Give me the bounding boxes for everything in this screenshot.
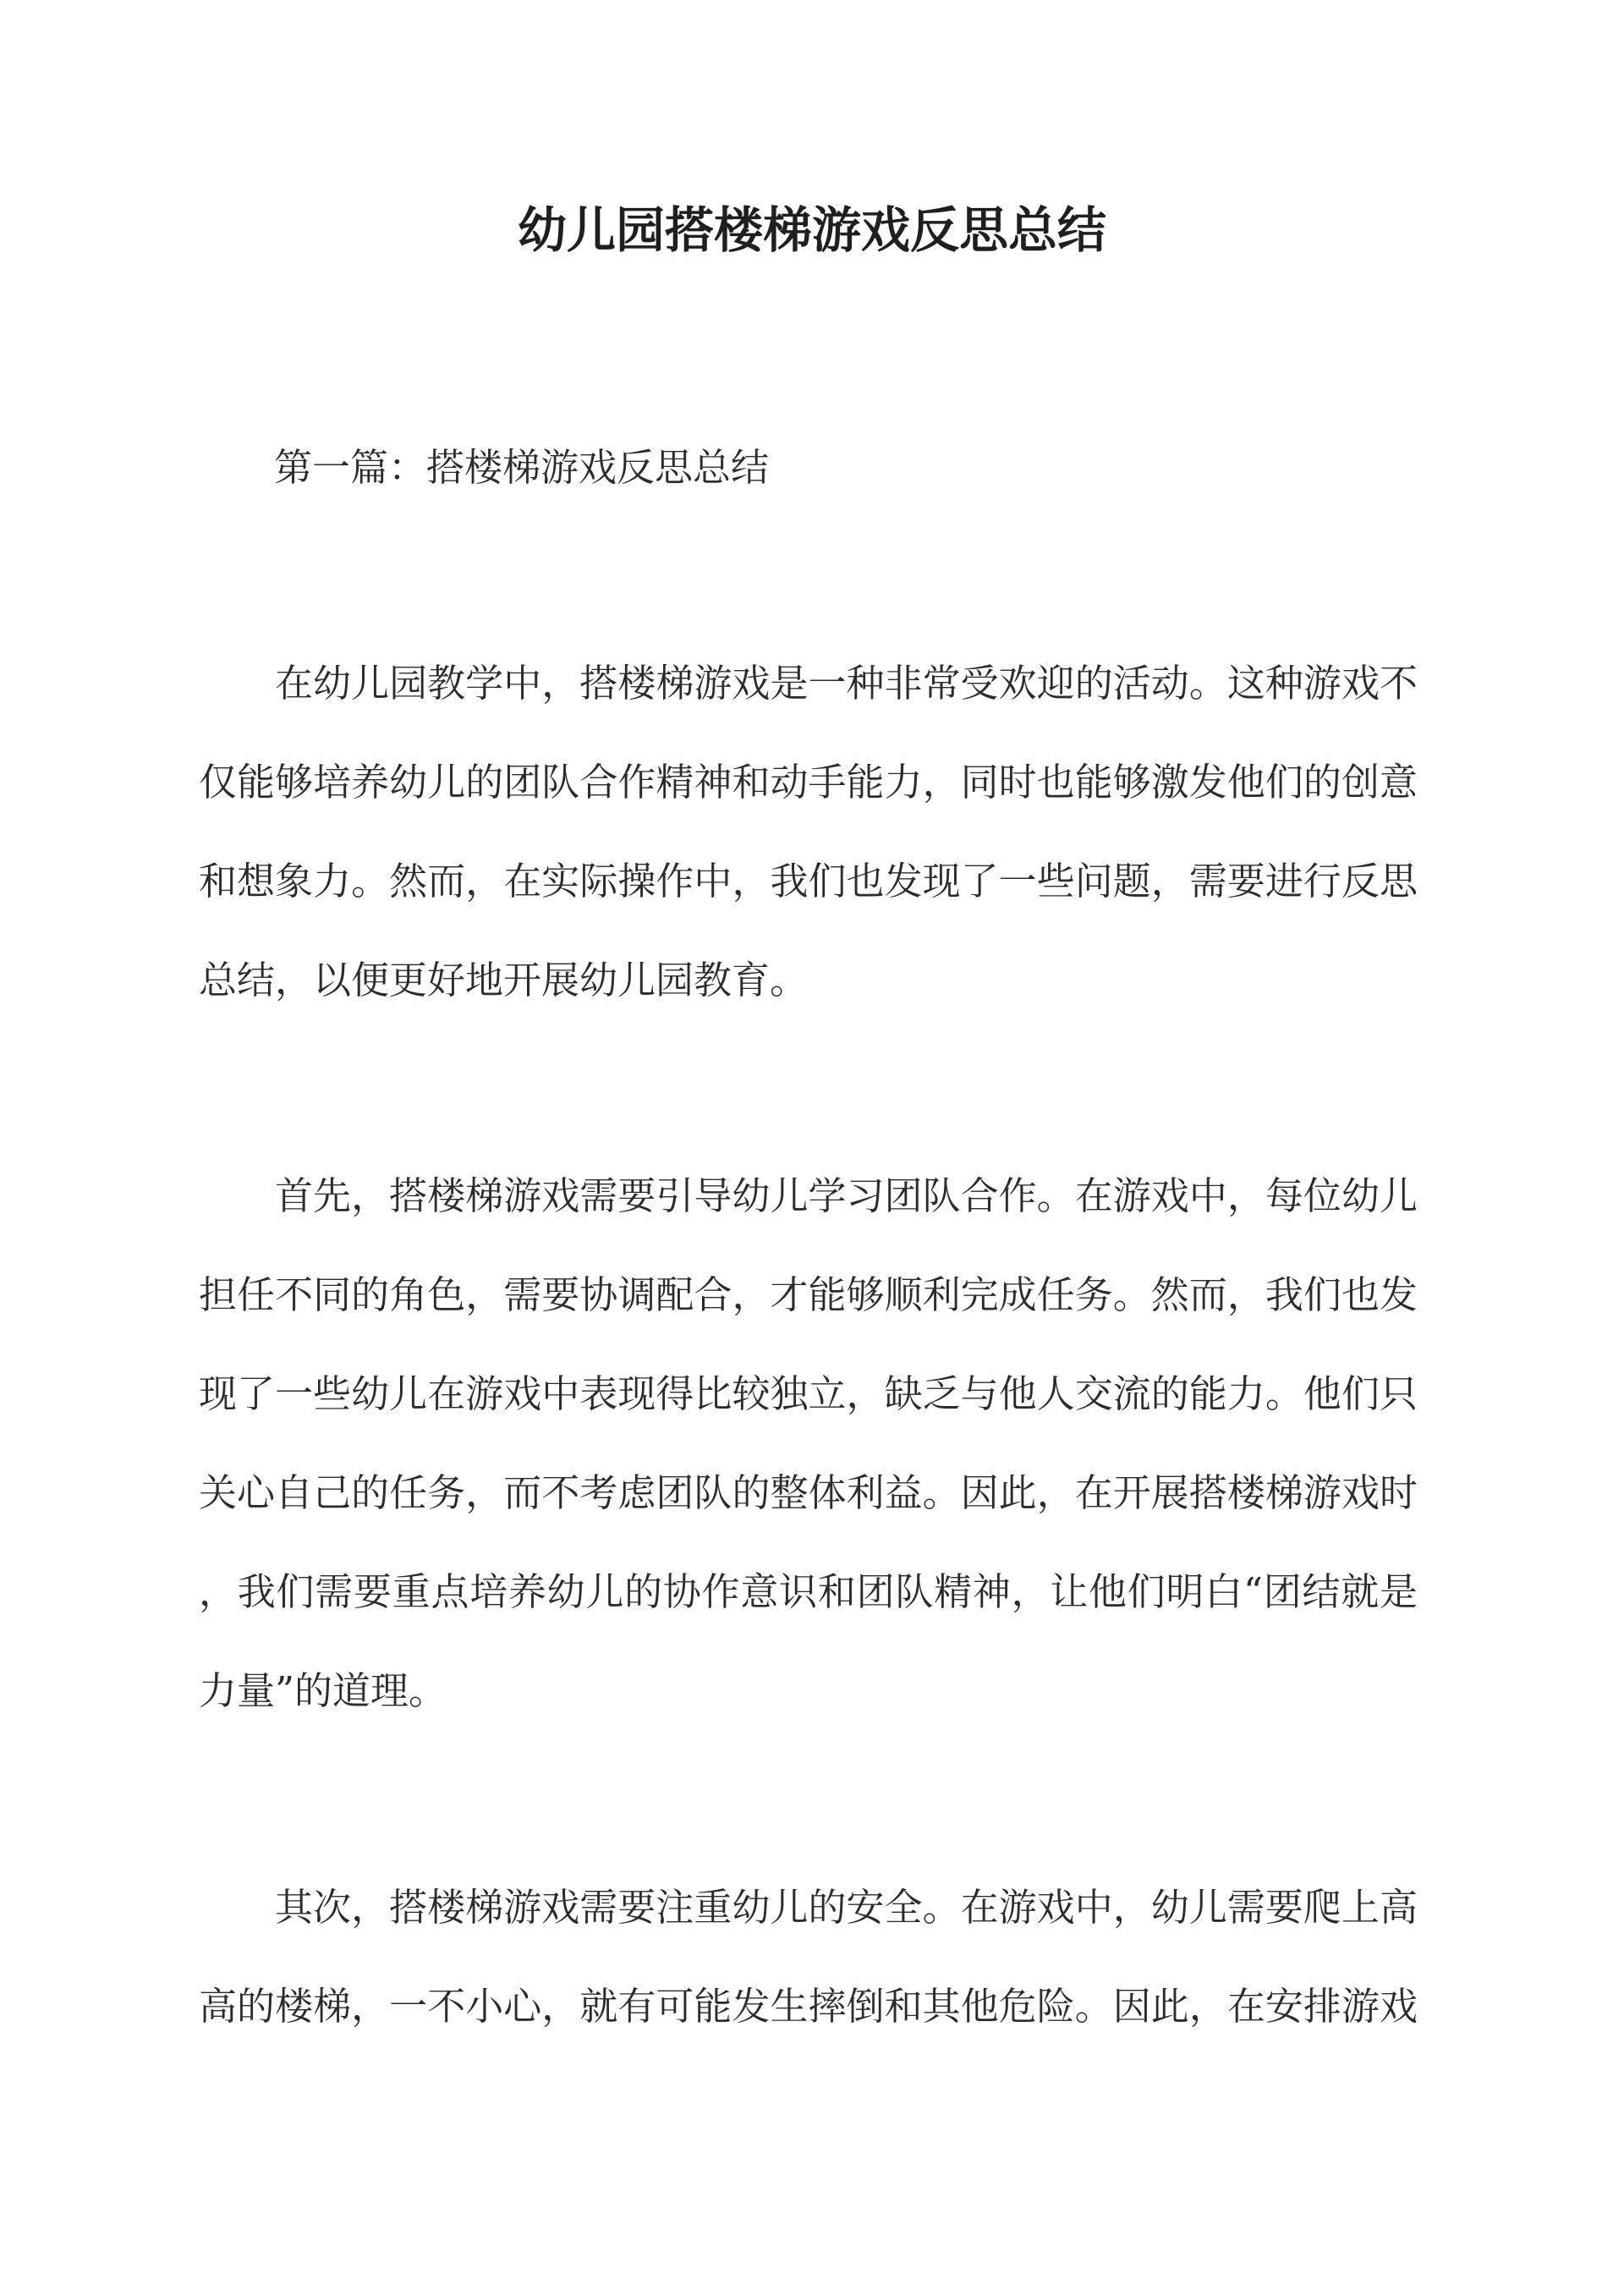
paragraph-line: 首先，搭楼梯游戏需要引导幼儿学习团队合作。在游戏中，每位幼儿 [275, 1173, 1418, 1218]
paragraph-line: 力量”的道理。 [199, 1668, 447, 1713]
paragraph-line: 仅能够培养幼儿的团队合作精神和动手能力，同时也能够激发他们的创意 [199, 760, 1418, 805]
paragraph-line: 现了一些幼儿在游戏中表现得比较独立，缺乏与他人交流的能力。他们只 [199, 1371, 1418, 1416]
paragraph-line: 其次，搭楼梯游戏需要注重幼儿的安全。在游戏中，幼儿需要爬上高 [275, 1885, 1418, 1930]
paragraph-line: 担任不同的角色，需要协调配合，才能够顺利完成任务。然而，我们也发 [199, 1272, 1418, 1317]
paragraph-intro [199, 634, 1418, 1030]
paragraph-line: 总结，以便更好地开展幼儿园教育。 [199, 958, 809, 1002]
document-title: 幼儿园搭楼梯游戏反思总结 [517, 201, 1106, 259]
paragraph-line: ，我们需要重点培养幼儿的协作意识和团队精神，让他们明白“团结就是 [199, 1569, 1418, 1614]
section-heading: 第一篇：搭楼梯游戏反思总结 [274, 445, 770, 490]
paragraph-line: 关心自己的任务，而不考虑团队的整体利益。因此，在开展搭楼梯游戏时 [199, 1470, 1418, 1515]
paragraph-line: 在幼儿园教学中，搭楼梯游戏是一种非常受欢迎的活动。这种游戏不 [275, 661, 1418, 706]
paragraph-line: 高的楼梯，一不小心，就有可能发生摔倒和其他危险。因此，在安排游戏 [199, 1984, 1418, 2029]
paragraph-teamwork [199, 1146, 1418, 1740]
paragraph-line: 和想象力。然而，在实际操作中，我们也发现了一些问题，需要进行反思 [199, 859, 1418, 904]
paragraph-safety [199, 1858, 1418, 2056]
